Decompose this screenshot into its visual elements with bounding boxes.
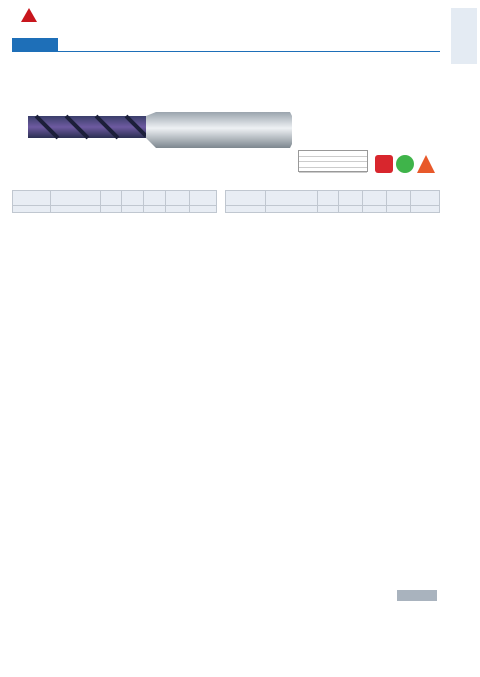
col-flute-en xyxy=(122,206,144,213)
col-flute xyxy=(339,191,363,206)
coating-c-badge xyxy=(396,155,414,173)
col-shank-en xyxy=(166,206,190,213)
col-class xyxy=(411,191,440,206)
col-model-en xyxy=(50,206,100,213)
product-table-left xyxy=(12,190,217,213)
col-dia xyxy=(100,191,122,206)
col-class xyxy=(190,191,217,206)
col-flute-en xyxy=(339,206,363,213)
tolerance-row xyxy=(299,168,367,174)
col-tool-code xyxy=(13,191,51,206)
next-page-nav[interactable] xyxy=(383,588,443,601)
carbide-badge xyxy=(375,155,393,173)
sidebar-title xyxy=(451,8,477,64)
col-tool-code xyxy=(226,191,266,206)
product-code-title xyxy=(12,38,58,52)
col-dia xyxy=(317,191,339,206)
col-class-en xyxy=(190,206,217,213)
col-model xyxy=(50,191,100,206)
col-model-en xyxy=(265,206,317,213)
next-button[interactable] xyxy=(397,590,437,601)
helix-angle-badge xyxy=(417,155,435,173)
col-tool-code-en xyxy=(13,206,51,213)
brand-logo xyxy=(12,8,46,34)
col-dia-en xyxy=(100,206,122,213)
col-tool-code-en xyxy=(226,206,266,213)
col-shank xyxy=(387,191,411,206)
logo-mark-icon xyxy=(21,8,37,22)
col-flute xyxy=(122,191,144,206)
product-table-right xyxy=(225,190,440,213)
col-total-en xyxy=(363,206,387,213)
end-mill-image xyxy=(28,98,292,148)
title-divider xyxy=(58,51,440,52)
col-total xyxy=(363,191,387,206)
col-total xyxy=(144,191,166,206)
col-dia-en xyxy=(317,206,339,213)
col-shank-en xyxy=(387,206,411,213)
col-shank xyxy=(166,191,190,206)
col-class-en xyxy=(411,206,440,213)
tolerance-table xyxy=(298,150,368,172)
col-total-en xyxy=(144,206,166,213)
col-model xyxy=(265,191,317,206)
